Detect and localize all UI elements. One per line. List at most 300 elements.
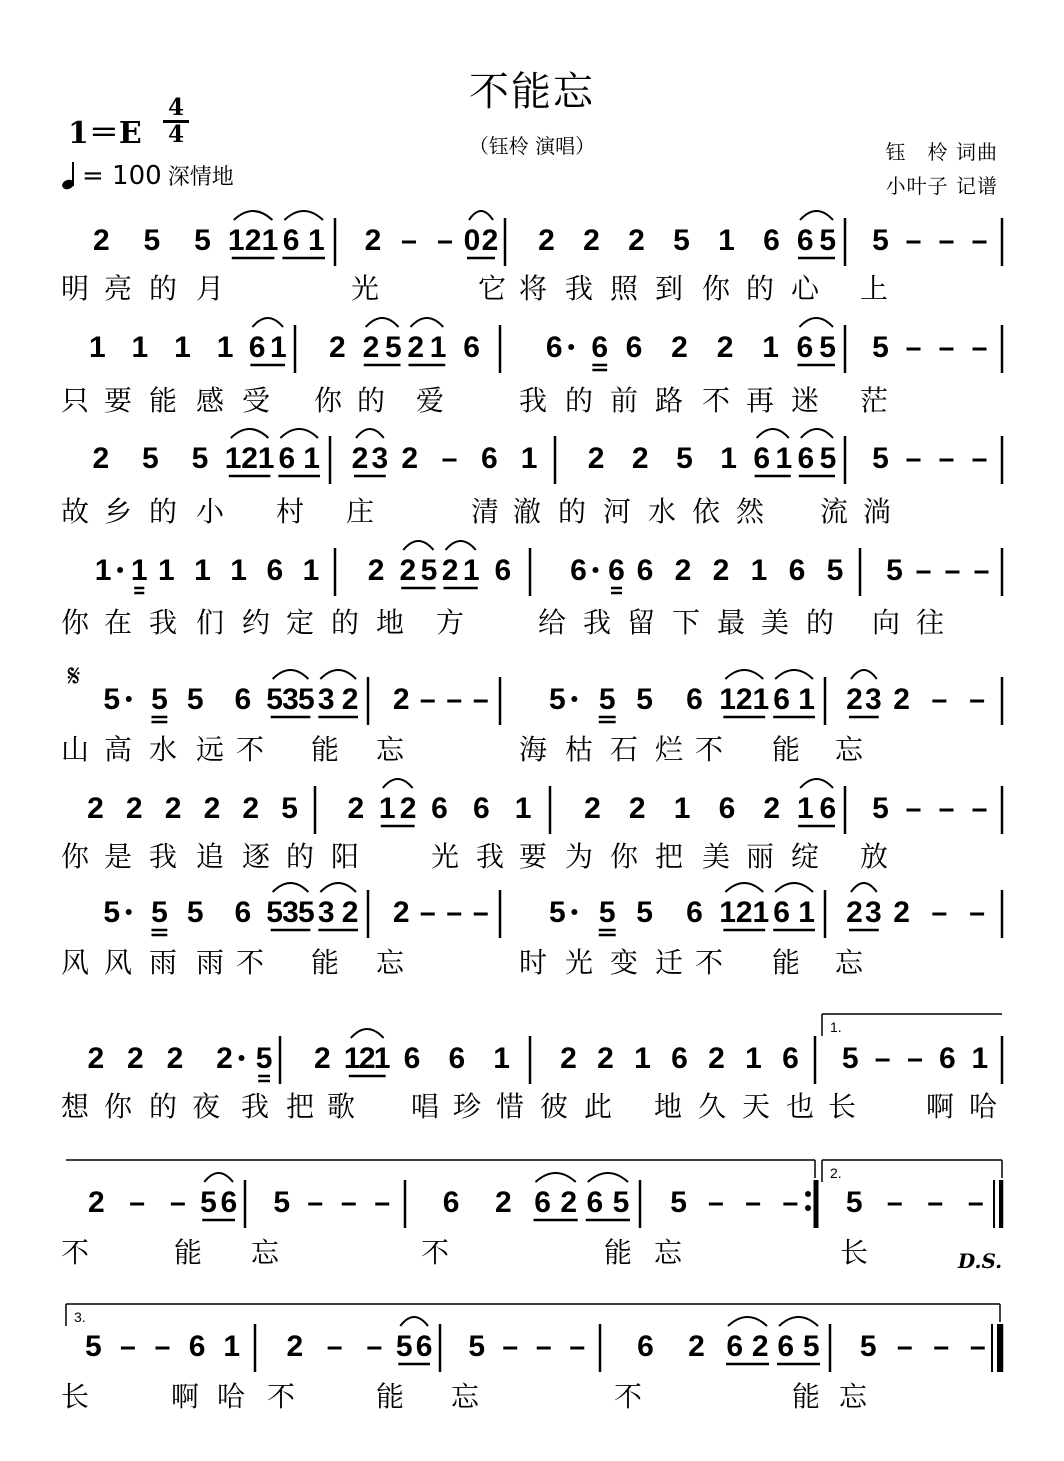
numbered-note: 1 — [261, 224, 279, 257]
lyric-char: 远 — [195, 733, 225, 766]
numbered-note: 1 — [750, 554, 768, 587]
numbered-note: 1 — [194, 554, 211, 587]
numbered-note: 2 — [597, 1042, 614, 1075]
lyric-char: 不 — [694, 733, 724, 766]
numbered-note: 6 — [591, 331, 609, 364]
numbered-note: 6 — [282, 224, 300, 257]
numbered-note: 3 — [371, 442, 389, 475]
numbered-note: 1 — [673, 792, 691, 825]
slur-arc — [231, 429, 269, 438]
lyric-char: 放 — [859, 840, 889, 873]
numbered-note: 5 — [872, 792, 889, 825]
composer-credit: 钰 柃 词曲 — [885, 140, 998, 164]
lyric-char: 歌 — [326, 1090, 356, 1123]
slur-arc — [446, 541, 476, 550]
lyric-char: 你 — [60, 606, 90, 639]
numbered-note: 2 — [351, 442, 369, 475]
lyric-char: 石 — [609, 733, 639, 766]
numbered-note: 1 — [373, 1042, 391, 1075]
slur-arc — [403, 541, 433, 550]
numbered-note: 6 — [266, 554, 284, 587]
lyric-char: 的 — [805, 606, 835, 639]
numbered-note: 2 — [216, 1042, 233, 1075]
augmentation-dot — [239, 1055, 245, 1061]
numbered-note: 2 — [751, 1330, 769, 1363]
lyric-char: 忘 — [250, 1236, 280, 1269]
numbered-note: 1 — [257, 442, 275, 475]
slur-arc — [252, 318, 283, 327]
lyric-char: 惜 — [495, 1090, 525, 1123]
lyric-char: 忘 — [838, 1380, 868, 1413]
lyric-char: 在 — [103, 606, 133, 639]
lyric-char: 爱 — [415, 384, 445, 417]
lyric-char: 故 — [60, 495, 90, 528]
numbered-note: 5 — [151, 683, 168, 716]
lyric-char: 你 — [701, 272, 731, 305]
numbered-note: 6 — [763, 224, 780, 257]
numbered-note: 3 — [282, 683, 299, 716]
singer-credit: （钰柃 演唱） — [468, 134, 596, 158]
numbered-note: 2 — [735, 896, 753, 929]
numbered-note: 1 — [797, 792, 814, 825]
lyric-char: 时 — [518, 946, 548, 979]
augmentation-dot — [126, 909, 132, 915]
numbered-note: 5 — [598, 896, 616, 929]
numbered-note: 2 — [87, 792, 104, 825]
numbered-note: 6 — [796, 331, 814, 364]
lyric-char: 的 — [285, 840, 315, 873]
numbered-note: 5 — [266, 896, 283, 929]
lyric-char: 淌 — [862, 495, 892, 528]
volta-1-label: 1. — [830, 1019, 842, 1035]
slur-arc — [800, 211, 833, 220]
numbered-note: 6 — [608, 554, 625, 587]
lyric-char: 你 — [60, 840, 90, 873]
numbered-note: 3 — [864, 683, 882, 716]
numbered-note: 5 — [886, 554, 903, 587]
numbered-note: 6 — [234, 683, 252, 716]
lyric-char: 长 — [827, 1090, 857, 1123]
lyric-char: 哈 — [216, 1380, 246, 1413]
numbered-note: 2 — [341, 683, 359, 716]
lyric-char: 彼 — [539, 1090, 569, 1123]
numbered-note: 2 — [560, 1186, 578, 1219]
slur-arc — [400, 1317, 428, 1326]
numbered-note: 6 — [671, 1042, 688, 1075]
numbered-note: 5 — [194, 224, 211, 257]
song-title: 不能忘 — [469, 69, 595, 115]
numbered-note: 6 — [442, 1186, 460, 1219]
numbered-note: 1 — [752, 896, 770, 929]
numbered-note: 6 — [686, 683, 703, 716]
numbered-note: 1 — [718, 224, 735, 257]
lyric-char: 不 — [701, 384, 731, 417]
numbered-note: 1 — [514, 792, 532, 825]
lyric-char: 光 — [564, 946, 594, 979]
lyric-char: 留 — [626, 606, 656, 639]
numbered-note: 5 — [819, 331, 836, 364]
numbered-note: 1 — [303, 442, 320, 475]
numbered-note: 5 — [191, 442, 209, 475]
numbered-note: 5 — [549, 896, 566, 929]
numbered-note: 5 — [636, 896, 653, 929]
numbered-note: 2 — [92, 224, 110, 257]
numbered-note: 2 — [399, 792, 417, 825]
lyric-char: 不 — [694, 946, 724, 979]
numbered-note: 2 — [893, 896, 910, 929]
tempo-value: = 100 — [82, 160, 162, 191]
lyric-char: 天 — [741, 1090, 771, 1123]
numbered-note: 2 — [712, 554, 730, 587]
lyric-char: 你 — [609, 840, 639, 873]
numbered-note: 1 — [719, 896, 736, 929]
numbered-note: 6 — [431, 792, 448, 825]
numbered-note: 6 — [686, 896, 703, 929]
augmentation-dot — [117, 567, 123, 573]
numbered-note: 2 — [125, 792, 143, 825]
numbered-note: 5 — [859, 1330, 877, 1363]
numbered-note: 6 — [718, 792, 736, 825]
numbered-note: 2 — [87, 1042, 105, 1075]
numbered-note: 2 — [347, 792, 365, 825]
numbered-note: 1 — [174, 331, 191, 364]
numbered-note: 6 — [545, 331, 563, 364]
lyric-char: 水 — [647, 495, 677, 528]
lyric-char: 忘 — [834, 733, 864, 766]
numbered-note: 6 — [463, 331, 480, 364]
slur-arc — [284, 211, 323, 220]
numbered-note: 2 — [358, 1042, 376, 1075]
numbered-note: 1 — [343, 1042, 361, 1075]
numbered-note: 5 — [468, 1330, 486, 1363]
numbered-note: 6 — [480, 442, 498, 475]
lyric-char: 最 — [716, 606, 746, 639]
numbered-note: 5 — [841, 1042, 859, 1075]
numbered-note: 2 — [392, 683, 410, 716]
numbered-note: 2 — [399, 554, 417, 587]
numbered-note: 2 — [401, 442, 419, 475]
numbered-note: 6 — [415, 1330, 433, 1363]
lyric-char: 雨 — [195, 946, 225, 979]
augmentation-dot — [126, 696, 132, 702]
numbered-note: 6 — [448, 1042, 466, 1075]
lyric-char: 约 — [241, 606, 271, 639]
numbered-note: 2 — [367, 554, 385, 587]
numbered-note: 1 — [520, 442, 538, 475]
lyric-char: 月 — [195, 272, 225, 305]
lyric-char: 迷 — [790, 384, 820, 417]
lyric-char: 清 — [470, 495, 500, 528]
lyric-char: 能 — [603, 1236, 633, 1269]
lyric-char: 感 — [195, 384, 225, 417]
lyric-char: 忘 — [653, 1236, 683, 1269]
numbered-note: 2 — [241, 442, 258, 475]
lyric-char: 你 — [313, 384, 343, 417]
slur-arc — [536, 1173, 576, 1182]
numbered-note: 2 — [242, 792, 260, 825]
lyric-char: 把 — [285, 1090, 315, 1123]
numbered-note: 2 — [314, 1042, 331, 1075]
numbered-note: 6 — [188, 1330, 206, 1363]
numbered-note: 5 — [636, 683, 653, 716]
numbered-note: 5 — [420, 554, 438, 587]
numbered-note: 2 — [716, 331, 734, 364]
lyric-char: 追 — [195, 840, 225, 873]
volta-2-label: 2. — [830, 1165, 842, 1181]
slur-arc — [234, 211, 273, 220]
lyric-char: 能 — [375, 1380, 405, 1413]
slur-arc — [851, 670, 877, 679]
numbered-note: 6 — [753, 442, 771, 475]
numbered-note: 5 — [676, 442, 693, 475]
lyric-char: 要 — [103, 384, 133, 417]
numbered-note: 1 — [971, 1042, 989, 1075]
numbered-note: 1 — [130, 554, 148, 587]
numbered-note: 1 — [227, 224, 245, 257]
numbered-note: 1 — [798, 896, 815, 929]
lyric-char: 乡 — [103, 495, 133, 528]
slur-arc — [588, 1173, 628, 1182]
slur-arc — [204, 1173, 233, 1182]
numbered-note: 1 — [216, 331, 234, 364]
numbered-note: 2 — [286, 1330, 304, 1363]
numbered-note: 5 — [298, 896, 315, 929]
numbered-note: 2 — [441, 554, 459, 587]
numbered-note: 6 — [534, 1186, 551, 1219]
lyric-char: 不 — [420, 1236, 450, 1269]
numbered-note: 1 — [94, 554, 112, 587]
lyric-char: 明 — [60, 272, 90, 305]
numbered-note: 6 — [248, 331, 266, 364]
lyric-char: 为 — [564, 840, 594, 873]
lyric-char: 也 — [785, 1090, 815, 1123]
lyric-char: 向 — [871, 606, 901, 639]
augmentation-dot — [593, 567, 599, 573]
numbered-note: 5 — [142, 442, 159, 475]
lyric-char: 烂 — [654, 733, 684, 766]
numbered-note: 5 — [143, 224, 161, 257]
numbered-note: 2 — [583, 224, 600, 257]
augmentation-dot — [571, 909, 577, 915]
slur-arc — [366, 318, 399, 327]
numbered-note: 5 — [84, 1330, 102, 1363]
lyric-char: 我 — [148, 606, 178, 639]
lyric-char: 忘 — [834, 946, 864, 979]
numbered-note: 2 — [538, 224, 555, 257]
lyric-char: 们 — [195, 606, 225, 639]
slur-arc — [800, 779, 833, 788]
lyric-char: 能 — [771, 733, 801, 766]
numbered-note: 2 — [628, 792, 646, 825]
lyric-char: 下 — [671, 606, 701, 639]
lyric-char: 唱 — [410, 1090, 440, 1123]
numbered-note: 6 — [788, 554, 806, 587]
lyric-char: 雨 — [148, 946, 178, 979]
numbered-note: 2 — [688, 1330, 705, 1363]
numbered-note: 2 — [708, 1042, 725, 1075]
numbered-note: 6 — [777, 1330, 795, 1363]
numbered-note: 6 — [403, 1042, 421, 1075]
lyric-char: 能 — [310, 946, 340, 979]
numbered-note: 5 — [872, 331, 889, 364]
numbered-note: 2 — [164, 792, 182, 825]
numbered-note: 6 — [637, 1330, 654, 1363]
lyric-char: 受 — [241, 384, 271, 417]
lyric-char: 风 — [103, 946, 133, 979]
numbered-note: 5 — [103, 683, 121, 716]
lyric-char: 此 — [583, 1090, 613, 1123]
numbered-note: 2 — [407, 331, 425, 364]
lyric-char: 村 — [275, 495, 305, 528]
numbered-note: 6 — [570, 554, 587, 587]
lyric-char: 我 — [148, 840, 178, 873]
numbered-note: 2 — [127, 1042, 144, 1075]
numbered-note: 2 — [88, 1186, 105, 1219]
numbered-note: 1 — [230, 554, 247, 587]
slur-arc — [356, 429, 384, 438]
numbered-note: 6 — [234, 896, 252, 929]
lyric-char: 然 — [735, 495, 765, 528]
lyric-char: 长 — [60, 1380, 90, 1413]
slur-arc — [273, 670, 309, 679]
numbered-note: 1 — [493, 1042, 510, 1075]
lyric-char: 美 — [760, 606, 790, 639]
lyric-char: 茫 — [859, 384, 889, 417]
slur-arc — [725, 883, 763, 892]
numbered-note: 6 — [494, 554, 512, 587]
meter-bottom: 4 — [167, 121, 184, 148]
slur-arc — [801, 429, 833, 438]
numbered-note: 5 — [819, 224, 837, 257]
numbered-note: 5 — [673, 224, 690, 257]
lyric-char: 阳 — [330, 840, 360, 873]
numbered-note: 1 — [720, 442, 737, 475]
lyric-char: 的 — [564, 384, 594, 417]
lyric-char: 不 — [60, 1236, 90, 1269]
lyric-char: 风 — [60, 946, 90, 979]
lyric-char: 澈 — [512, 495, 542, 528]
numbered-note: 2 — [203, 792, 221, 825]
numbered-note: 2 — [628, 224, 645, 257]
numbered-note: 5 — [612, 1186, 630, 1219]
numbered-note: 1 — [131, 331, 149, 364]
lyric-char: 山 — [60, 733, 90, 766]
lyric-char: 海 — [518, 733, 548, 766]
lyric-char: 的 — [148, 272, 178, 305]
lyric-char: 照 — [609, 272, 639, 305]
numbered-note: 1 — [775, 442, 793, 475]
numbered-note: 5 — [266, 683, 283, 716]
lyric-char: 光 — [350, 272, 380, 305]
slur-arc — [851, 883, 877, 892]
numbered-note: 2 — [674, 554, 692, 587]
lyric-char: 是 — [103, 840, 133, 873]
lyric-char: 忘 — [450, 1380, 480, 1413]
slur-arc — [320, 883, 356, 892]
lyric-char: 我 — [564, 272, 594, 305]
numbered-note: 5 — [845, 1186, 863, 1219]
lyric-char: 小 — [195, 495, 225, 528]
numbered-note: 5 — [872, 442, 889, 475]
numbered-note: 2 — [584, 792, 601, 825]
lyric-char: 只 — [60, 384, 90, 417]
lyric-char: 我 — [240, 1090, 270, 1123]
lyric-char: 的 — [557, 495, 587, 528]
numbered-note: 5 — [670, 1186, 687, 1219]
expression-mark: 深情地 — [167, 165, 234, 190]
lyric-char: 我 — [582, 606, 612, 639]
numbered-note: 3 — [317, 683, 335, 716]
segno-sign: 𝄋 — [67, 659, 81, 694]
lyric-char: 逐 — [241, 840, 271, 873]
lyric-char: 珍 — [452, 1090, 482, 1123]
numbered-note: 2 — [495, 1186, 512, 1219]
lyric-char: 能 — [791, 1380, 821, 1413]
numbered-note: 6 — [625, 331, 643, 364]
numbered-note: 1 — [798, 683, 815, 716]
numbered-note: 6 — [796, 224, 814, 257]
numbered-note: 1 — [752, 683, 770, 716]
lyric-char: 忘 — [375, 733, 405, 766]
repeat-dot — [805, 1205, 811, 1211]
numbered-note: 5 — [186, 683, 204, 716]
numbered-note: 5 — [273, 1186, 291, 1219]
lyric-char: 绽 — [790, 840, 820, 873]
slur-arc — [779, 1317, 818, 1326]
slur-arc — [351, 1029, 384, 1038]
numbered-note: 5 — [872, 224, 889, 257]
lyric-char: 亮 — [103, 272, 133, 305]
lyric-char: 将 — [518, 272, 548, 305]
numbered-note: 2 — [92, 442, 110, 475]
lyric-char: 丽 — [745, 840, 775, 873]
numbered-note: 1 — [429, 331, 447, 364]
lyric-char: 啊 — [170, 1380, 200, 1413]
numbered-note: 5 — [802, 1330, 820, 1363]
numbered-note: 6 — [773, 896, 790, 929]
numbered-note: 2 — [362, 331, 380, 364]
lyric-char: 要 — [518, 840, 548, 873]
meter-top: 4 — [167, 94, 184, 121]
slur-arc — [320, 670, 356, 679]
lyric-char: 定 — [285, 606, 315, 639]
lyric-char: 不 — [613, 1380, 643, 1413]
lyric-char: 的 — [330, 606, 360, 639]
numbered-note: 6 — [220, 1186, 238, 1219]
numbered-note: 2 — [364, 224, 382, 257]
lyric-char: 给 — [537, 606, 567, 639]
lyric-char: 枯 — [564, 733, 594, 766]
lyric-char: 河 — [602, 495, 632, 528]
slur-arc — [280, 429, 318, 438]
lyric-char: 庄 — [345, 495, 375, 528]
lyric-char: 到 — [654, 272, 684, 305]
numbered-note: 2 — [166, 1042, 184, 1075]
numbered-note: 6 — [773, 683, 790, 716]
slur-arc — [775, 883, 813, 892]
slur-arc — [799, 318, 833, 327]
lyric-char: 再 — [745, 384, 775, 417]
numbered-note: 6 — [819, 792, 837, 825]
volta-3-label: 3. — [74, 1309, 86, 1325]
lyric-char: 我 — [475, 840, 505, 873]
numbered-note: 6 — [782, 1042, 799, 1075]
transcriber-credit: 小叶子 记谱 — [885, 174, 998, 198]
numbered-note: 2 — [893, 683, 910, 716]
augmentation-dot — [571, 696, 577, 702]
lyric-char: 不 — [266, 1380, 296, 1413]
lyric-char: 不 — [235, 733, 265, 766]
